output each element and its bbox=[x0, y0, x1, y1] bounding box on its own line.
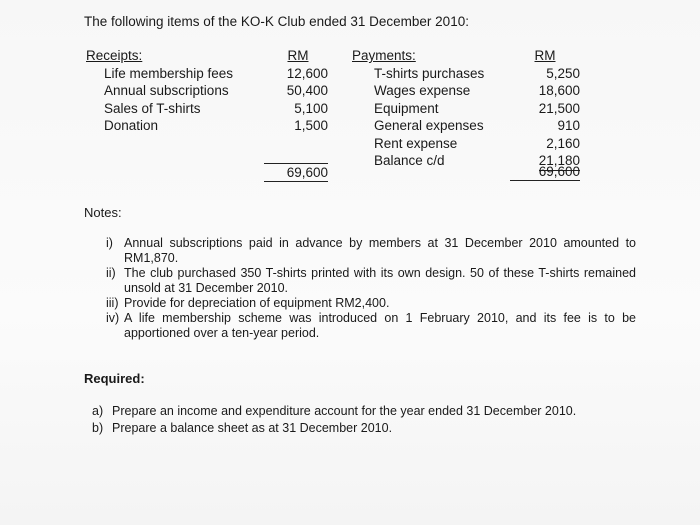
payment-amount: 21,500 bbox=[538, 100, 580, 116]
payment-label: T-shirts purchases bbox=[374, 65, 485, 81]
required-number: a) bbox=[92, 404, 104, 418]
receipt-amount: 50,400 bbox=[286, 83, 328, 98]
payment-label: Equipment bbox=[374, 100, 439, 116]
payments-total: 69,600 bbox=[510, 164, 580, 181]
payment-label: Balance c/d bbox=[374, 153, 445, 168]
required-item bbox=[92, 404, 622, 419]
required-item bbox=[92, 421, 622, 436]
receipt-label: Life membership fees bbox=[104, 65, 234, 81]
note-text: Annual subscriptions paid in advance by members at 31 December 2010 amounted to RM1,870. bbox=[124, 236, 636, 265]
receipt-label: Sales of T-shirts bbox=[104, 100, 201, 116]
receipts-amounts bbox=[268, 47, 328, 135]
receipt-amount: 12,600 bbox=[286, 65, 328, 81]
payment-label: Wages expense bbox=[374, 83, 471, 98]
receipt-amount: 5,100 bbox=[294, 100, 328, 116]
receipts-total: 69,600 bbox=[264, 163, 328, 182]
note-item bbox=[106, 266, 636, 296]
required-list bbox=[92, 404, 622, 438]
note-number: i) bbox=[106, 236, 113, 250]
required-header: Required: bbox=[84, 371, 145, 386]
note-text: A life membership scheme was introduced on 1 February 2010, and its fee is to be apportioned over a ten-year period. bbox=[124, 311, 636, 340]
payment-amount: 910 bbox=[557, 118, 580, 133]
payments-labels bbox=[352, 47, 484, 170]
intro-text: The following items of the KO-K Club ended 31 December 2010: bbox=[84, 14, 469, 29]
notes-list bbox=[106, 236, 636, 341]
payment-amount: 21,180 bbox=[539, 152, 580, 171]
payments-amount-header: RM bbox=[534, 48, 556, 63]
notes-header: Notes: bbox=[84, 205, 122, 220]
note-item bbox=[106, 311, 636, 341]
payments-amounts bbox=[510, 47, 580, 171]
note-item bbox=[106, 236, 636, 266]
receipt-label: Donation bbox=[104, 118, 159, 133]
note-item bbox=[106, 296, 636, 311]
required-number: b) bbox=[92, 421, 104, 435]
payment-label: Rent expense bbox=[374, 135, 458, 151]
payments-header: Payments: bbox=[352, 48, 416, 63]
receipts-amount-header: RM bbox=[287, 48, 309, 63]
receipt-label: Annual subscriptions bbox=[104, 83, 229, 98]
receipt-amount: 1,500 bbox=[294, 118, 328, 133]
payment-amount: 18,600 bbox=[538, 83, 580, 98]
note-text: The club purchased 350 T-shirts printed with its own design. 50 of these T-shirts remained unsold at 31 December 2010. bbox=[124, 266, 636, 295]
payment-amount: 2,160 bbox=[546, 135, 580, 151]
payment-amount: 5,250 bbox=[546, 65, 580, 81]
payment-label: General expenses bbox=[374, 118, 484, 133]
note-number: iii) bbox=[106, 296, 119, 310]
note-text: Provide for depreciation of equipment RM2,400. bbox=[124, 296, 390, 310]
receipts-labels bbox=[86, 47, 233, 135]
note-number: ii) bbox=[106, 266, 116, 280]
note-number: iv) bbox=[106, 311, 120, 325]
required-text: Prepare a balance sheet as at 31 December 2010. bbox=[112, 421, 393, 435]
required-text: Prepare an income and expenditure account for the year ended 31 December 2010. bbox=[112, 404, 577, 418]
receipts-header: Receipts: bbox=[86, 48, 143, 63]
